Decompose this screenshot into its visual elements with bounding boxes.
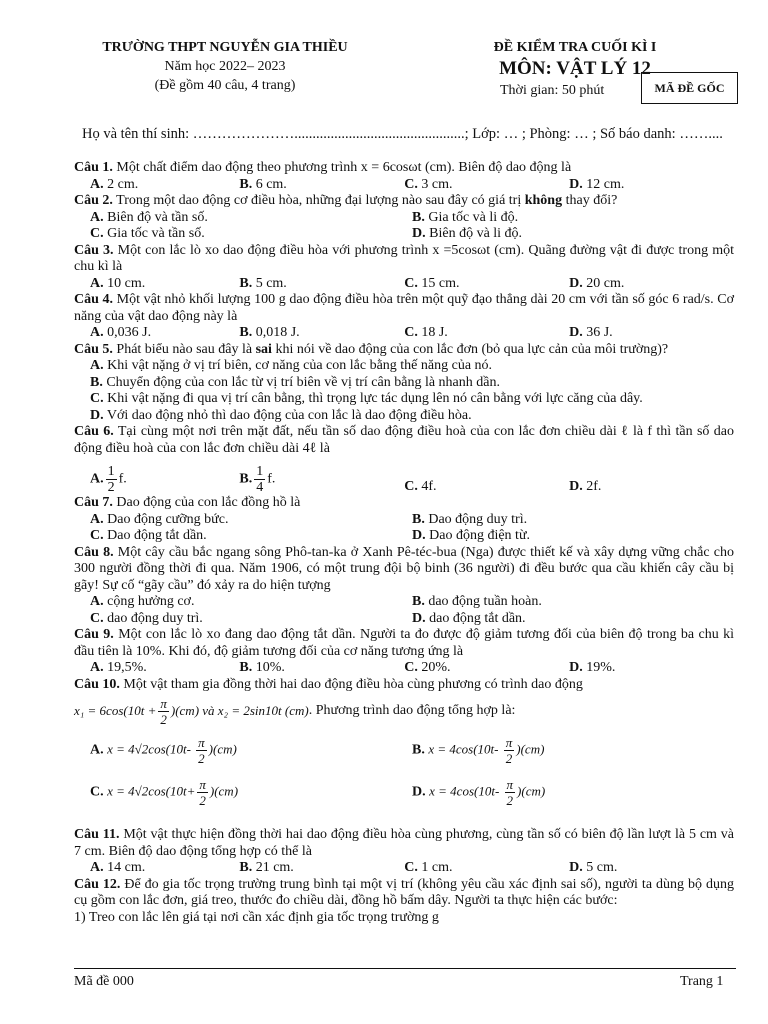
school-header bbox=[60, 38, 390, 95]
student-info-line: Họ và tên thí sinh: …………………...............................................; Lớp: … ; Phòng: … ; Số báo danh: …….... bbox=[82, 126, 723, 142]
question-12-step-1: 1) Treo con lắc lên giá tại nơi cần xác định gia tốc trọng trường g bbox=[74, 909, 439, 925]
question-1-options: A. 2 cm. B. 6 cm. C. 3 cm. D. 12 cm. bbox=[90, 176, 625, 192]
question-10-options-ab: A. x = 4√2cos(10t- $\frac{\pi}{2}$ )(cm) B. x = 4cos(10t- $\frac{\pi}{2}$ )(cm) bbox=[90, 734, 545, 766]
question-8-options-cd: C. dao động duy trì. D. dao động tắt dần. bbox=[90, 610, 526, 626]
question-9-options: A. 19,5%. B. 10%. C. 20%. D. 19%. bbox=[90, 660, 616, 675]
school-name: TRƯỜNG THPT NGUYỄN GIA THIỀU bbox=[102, 40, 348, 55]
question-4: Câu 4. Một vật nhỏ khối lượng 100 g dao động điều hòa trên một quỹ đạo thẳng dài 20 cm với tần số góc 6 rad/s. Cơ năng của vật dao động này là bbox=[74, 292, 734, 324]
question-12: Câu 12. Để đo gia tốc trọng trường trung bình tại một vị trí (không yêu cầu xác định sai số), người ta dùng bộ dụng cụ gồm con lắc đơn, giá treo, thước đo chiều dài, đồng hồ bấm dây. Người ta thực hiện các bước: bbox=[74, 876, 734, 908]
fraction-pi-over-2: $\frac{\pi}{2}$ bbox=[160, 695, 167, 727]
question-7: Câu 7. Dao động của con lắc đồng hồ là bbox=[74, 495, 301, 510]
question-11: Câu 11. Một vật thực hiện đồng thời hai dao động điều hòa cùng phương, cùng tần số có biên độ lần lượt là 5 cm và 7 cm. Biên độ dao động tổng hợp có thể là bbox=[74, 827, 735, 859]
school-year: Năm học 2022– 2023 bbox=[164, 59, 286, 74]
question-10-equation: x₁ = 6cos(10t + $\frac{\pi}{2}$ )(cm) và x₂ = 2sin10t (cm) . Phương trình dao động tổng hợp là: bbox=[74, 695, 516, 727]
exam-time: Thời gian: 50 phút bbox=[500, 83, 605, 98]
question-5-option-d: D. Với dao động nhỏ thì dao động của con lắc là dao động điều hòa. bbox=[90, 407, 472, 423]
question-3: Câu 3. Một con lắc lò xo dao động điều hòa với phương trình x =5cosωt (cm). Quãng đường vật đi được trong một chu kì là bbox=[74, 242, 735, 274]
exam-subject: MÔN: VẬT LÝ 12 bbox=[499, 58, 651, 79]
questions bbox=[74, 160, 734, 926]
question-2-options-cd: C. Gia tốc và tần số. D. Biên độ và li độ. bbox=[90, 226, 523, 241]
exam-title: ĐỀ KIỂM TRA CUỐI KÌ I bbox=[493, 40, 657, 55]
question-6: Câu 6. Tại cùng một nơi trên mặt đất, nếu tần số dao động điều hoà của con lắc đơn chiều dài ℓ là f thì tần số dao động điều hoà của con lắc đơn chiều dài 4ℓ là bbox=[74, 424, 734, 456]
question-4-options: A. 0,036 J. B. 0,018 J. C. 18 J. D. 36 J. bbox=[90, 325, 613, 340]
question-11-options: A. 14 cm. B. 21 cm. C. 1 cm. D. 5 cm. bbox=[90, 860, 618, 875]
question-8: Câu 8. Một cây cầu bắc ngang sông Phô-tan-ka ở Xanh Pê-téc-bua (Nga) được thiết kế và xây dựng vững chắc cho 300 người đồng thời đi qua. Năm 1906, có một trung đội bộ binh (36 người) đi đều bước qua cầu khiến cây cầu bị gãy! Sự cố “gãy cầu” đó xảy ra do hiện tượng bbox=[74, 544, 735, 593]
question-2: Câu 2. Trong một dao động cơ điều hòa, những đại lượng nào sau đây có giá trị không thay đổi? bbox=[74, 193, 618, 208]
footer-divider bbox=[74, 968, 736, 969]
question-5-option-b: B. Chuyển động của con lắc từ vị trí biên về vị trí cân bằng là nhanh dần. bbox=[90, 374, 500, 390]
exam-page-count: (Đề gồm 40 câu, 4 trang) bbox=[154, 78, 296, 93]
question-5: Câu 5. Phát biểu nào sau đây là sai khi nói về dao động của con lắc đơn (bỏ qua lực cản của môi trường)? bbox=[74, 341, 669, 357]
question-7-options-cd: C. Dao động tắt dần. D. Dao động điện từ. bbox=[90, 528, 531, 543]
question-7-options-ab: A. Dao động cưỡng bức. B. Dao động duy trì. bbox=[90, 511, 528, 527]
question-5-option-c: C. Khi vật nặng đi qua vị trí cân bằng, thì trọng lực tác dụng lên nó cân bằng với lực căng của dây. bbox=[90, 391, 643, 406]
question-2-options-ab: A. Biên độ và tần số. B. Gia tốc và li độ. bbox=[90, 209, 519, 225]
fraction-one-half: $\frac{1}{2}$ bbox=[107, 464, 115, 495]
question-6-options: A. $\frac{1}{2}$ f. B. $\frac{1}{4}$ f. C. 4f. D. 2f. bbox=[90, 464, 602, 495]
footer-exam-code: Mã đề 000 bbox=[74, 974, 134, 989]
exam-code-box: MÃ ĐỀ GỐC bbox=[641, 72, 738, 104]
fraction-one-quarter: $\frac{1}{4}$ bbox=[256, 464, 264, 495]
question-10-options-cd: C. x = 4√2cos(10t+ $\frac{\pi}{2}$ )(cm) D. x = 4cos(10t- $\frac{\pi}{2}$ )(cm) bbox=[90, 776, 546, 808]
question-1: Câu 1. Một chất điểm dao động theo phương trình x = 6cosωt (cm). Biên độ dao động là bbox=[74, 160, 572, 175]
footer-page-number: Trang 1 bbox=[680, 974, 724, 989]
question-9: Câu 9. Một con lắc lò xo đang dao động tắt dần. Người ta đo được độ giảm tương đối của biên độ trong ba chu kì đầu tiên là 10%. Khi đó, độ giảm tương đối của cơ năng tương ứng là bbox=[74, 627, 734, 659]
question-8-options-ab: A. cộng hưởng cơ. B. dao động tuần hoàn. bbox=[90, 594, 542, 609]
question-3-options: A. 10 cm. B. 5 cm. C. 15 cm. D. 20 cm. bbox=[90, 275, 625, 291]
question-5-option-a: A. Khi vật nặng ở vị trí biên, cơ năng của con lắc bằng thế năng của nó. bbox=[90, 358, 493, 373]
question-10: Câu 10. Một vật tham gia đồng thời hai dao động điều hòa cùng phương có trình dao động bbox=[74, 676, 583, 692]
